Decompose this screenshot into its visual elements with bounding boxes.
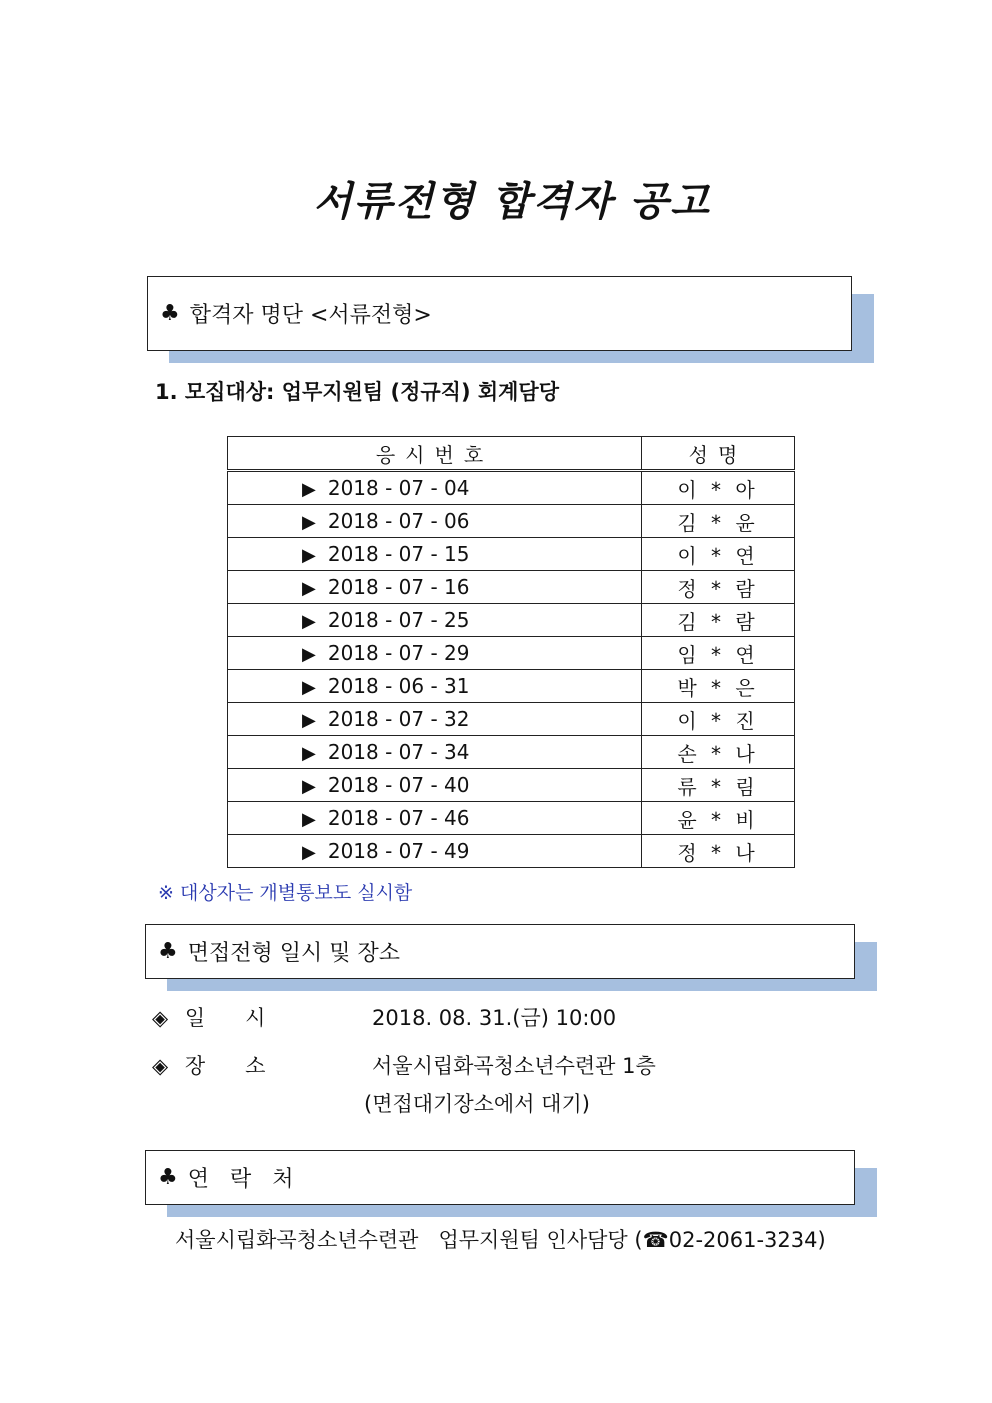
table-row [228,736,795,769]
page-title: 서류전형 합격자 공고 [313,179,711,225]
applicant-name: 손 * 나 [642,736,795,769]
table-row [228,835,795,868]
applicant-name: 이 * 연 [642,538,795,571]
diamond-icon: ◈ [152,1054,169,1078]
exam-number-cell [228,670,642,703]
exam-number-cell [228,736,642,769]
date-label: 일 시 [184,1006,266,1030]
table-header-row [228,437,795,471]
exam-number: 2018 - 07 - 34 [327,740,470,764]
section-label: 연 락 처 [187,1167,294,1192]
interview-date-value: 2018. 08. 31.(금) 10:00 [372,1006,617,1030]
exam-number-cell [228,637,642,670]
interview-date-row [152,1002,265,1032]
arrow-icon: ▶ [302,545,316,566]
arrow-icon: ▶ [302,776,316,797]
table-row [228,670,795,703]
section-header-interview [145,924,855,979]
table-row [228,505,795,538]
exam-number: 2018 - 07 - 06 [327,509,470,533]
exam-number: 2018 - 07 - 04 [327,476,470,500]
applicant-name: 이 * 아 [642,471,795,505]
exam-number-cell [228,835,642,868]
applicant-name: 김 * 윤 [642,505,795,538]
club-icon: ♣ [158,939,178,964]
arrow-icon: ▶ [302,512,316,533]
exam-number-cell [228,604,642,637]
table-row [228,769,795,802]
applicant-name: 김 * 람 [642,604,795,637]
exam-number: 2018 - 07 - 16 [327,575,470,599]
table-row [228,703,795,736]
interview-place-sub: (면접대기장소에서 대기) [364,1092,590,1116]
table-row [228,571,795,604]
section-header-roster [147,276,852,351]
applicant-name: 이 * 진 [642,703,795,736]
table-row [228,802,795,835]
club-icon: ♣ [160,301,180,326]
exam-number: 2018 - 07 - 46 [327,806,470,830]
exam-number: 2018 - 07 - 25 [327,608,470,632]
applicant-name: 류 * 림 [642,769,795,802]
contact-info: 서울시립화곡청소년수련관 업무지원팀 인사담당 (☎02-2061-3234) [175,1228,826,1252]
applicant-name: 정 * 람 [642,571,795,604]
section-header-contact [145,1150,855,1205]
exam-number-cell [228,538,642,571]
exam-number-cell [228,505,642,538]
header-name: 성명 [642,437,795,471]
diamond-icon: ◈ [152,1006,169,1030]
place-label: 장 소 [184,1054,266,1078]
table-row [228,538,795,571]
arrow-icon: ▶ [302,710,316,731]
exam-number-cell [228,802,642,835]
section-label: 합격자 명단 <서류전형> [189,303,432,328]
exam-number-cell [228,471,642,505]
arrow-icon: ▶ [302,611,316,632]
applicant-name: 박 * 은 [642,670,795,703]
exam-number-cell [228,703,642,736]
exam-number: 2018 - 07 - 40 [327,773,470,797]
exam-number-cell [228,769,642,802]
header-exam-number: 응시번호 [228,437,642,471]
arrow-icon: ▶ [302,743,316,764]
arrow-icon: ▶ [302,842,316,863]
exam-number: 2018 - 06 - 31 [327,674,470,698]
recruit-heading: 1. 모집대상: 업무지원팀 (정규직) 회계담당 [155,380,560,404]
interview-place-row [152,1050,265,1080]
exam-number: 2018 - 07 - 15 [327,542,470,566]
applicant-name: 정 * 나 [642,835,795,868]
arrow-icon: ▶ [302,578,316,599]
exam-number: 2018 - 07 - 29 [327,641,470,665]
arrow-icon: ▶ [302,809,316,830]
table-row [228,471,795,505]
interview-place-value: 서울시립화곡청소년수련관 1층 [372,1054,656,1078]
table-row [228,604,795,637]
exam-number: 2018 - 07 - 32 [327,707,470,731]
notice-text: ※ 대상자는 개별통보도 실시함 [158,882,413,904]
exam-number-cell [228,571,642,604]
arrow-icon: ▶ [302,677,316,698]
section-label: 면접전형 일시 및 장소 [187,941,400,966]
club-icon: ♣ [158,1165,178,1190]
arrow-icon: ▶ [302,479,316,500]
exam-number: 2018 - 07 - 49 [327,839,470,863]
applicant-table [227,436,795,868]
table-row [228,637,795,670]
arrow-icon: ▶ [302,644,316,665]
applicant-name: 윤 * 비 [642,802,795,835]
applicant-name: 임 * 연 [642,637,795,670]
